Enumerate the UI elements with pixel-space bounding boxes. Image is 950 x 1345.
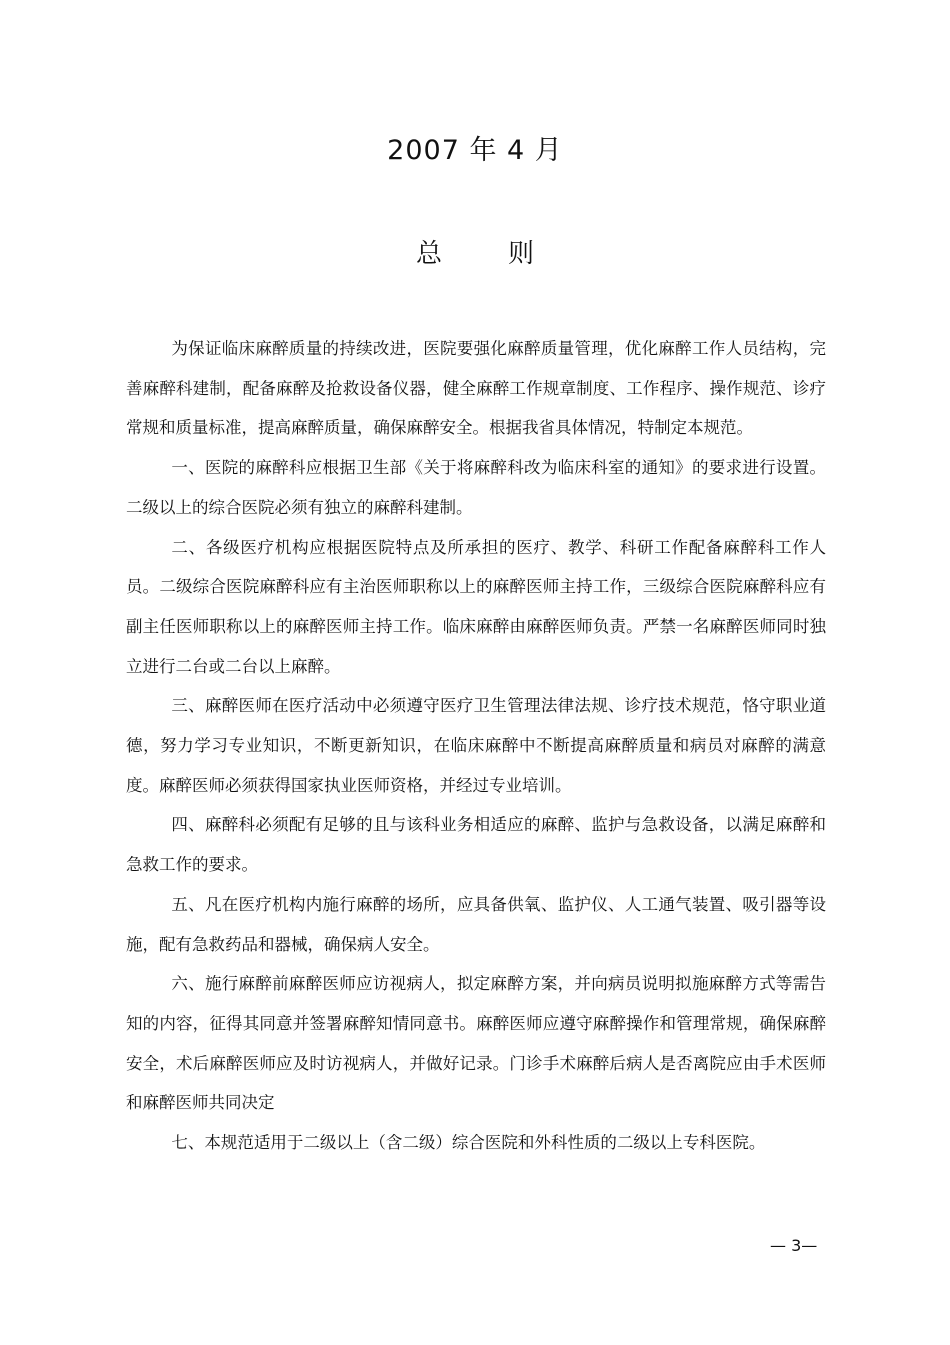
paragraph-article-3: 三、麻醉医师在医疗活动中必须遵守医疗卫生管理法律法规、诊疗技术规范，恪守职业道德，努力学习专业知识，不断更新知识，在临床麻醉中不断提高麻醉质量和病员对麻醉的满意度。麻醉医师必须获得国家执业医师资格，并经过专业培训。 xyxy=(126,696,826,795)
date-heading: 2007 年 4 月 xyxy=(387,135,563,166)
paragraph-article-7: 七、本规范适用于二级以上（含二级）综合医院和外科性质的二级以上专科医院。 xyxy=(171,1133,766,1153)
paragraph-article-6: 六、施行麻醉前麻醉医师应访视病人，拟定麻醉方案，并向病员说明拟施麻醉方式等需告知的内容，征得其同意并签署麻醉知情同意书。麻醉医师应遵守麻醉操作和管理常规，确保麻醉安全，术后麻醉医师应及时访视病人，并做好记录。门诊手术麻醉后病人是否离院应由手术医师和麻醉医师共同决定 xyxy=(126,974,826,1113)
paragraph-article-4: 四、麻醉科必须配有足够的且与该科业务相适应的麻醉、监护与急救设备，以满足麻醉和急救工作的要求。 xyxy=(126,815,826,875)
paragraph-article-1: 一、医院的麻醉科应根据卫生部《关于将麻醉科改为临床科室的通知》的要求进行设置。二级以上的综合医院必须有独立的麻醉科建制。 xyxy=(126,458,826,517)
paragraph-intro: 为保证临床麻醉质量的持续改进，医院要强化麻醉质量管理，优化麻醉工作人员结构，完善麻醉科建制，配备麻醉及抢救设备仪器，健全麻醉工作规章制度、工作程序、操作规范、诊疗常规和质量标准，提高麻醉质量，确保麻醉安全。根据我省具体情况，特制定本规范。 xyxy=(126,339,826,438)
section-title: 总 则 xyxy=(415,239,535,269)
page-number: — 3— xyxy=(770,1236,818,1255)
body-text xyxy=(126,329,826,1163)
paragraph-article-5: 五、凡在医疗机构内施行麻醉的场所，应具备供氧、监护仪、人工通气装置、吸引器等设施，配有急救药品和器械，确保病人安全。 xyxy=(126,894,826,954)
paragraph-article-2: 二、各级医疗机构应根据医院特点及所承担的医疗、教学、科研工作配备麻醉科工作人员。二级综合医院麻醉科应有主治医师职称以上的麻醉医师主持工作，三级综合医院麻醉科应有副主任医师职称以上的麻醉医师主持工作。临床麻醉由麻醉医师负责。严禁一名麻醉医师同时独立进行二台或二台以上麻醉。 xyxy=(126,537,826,676)
